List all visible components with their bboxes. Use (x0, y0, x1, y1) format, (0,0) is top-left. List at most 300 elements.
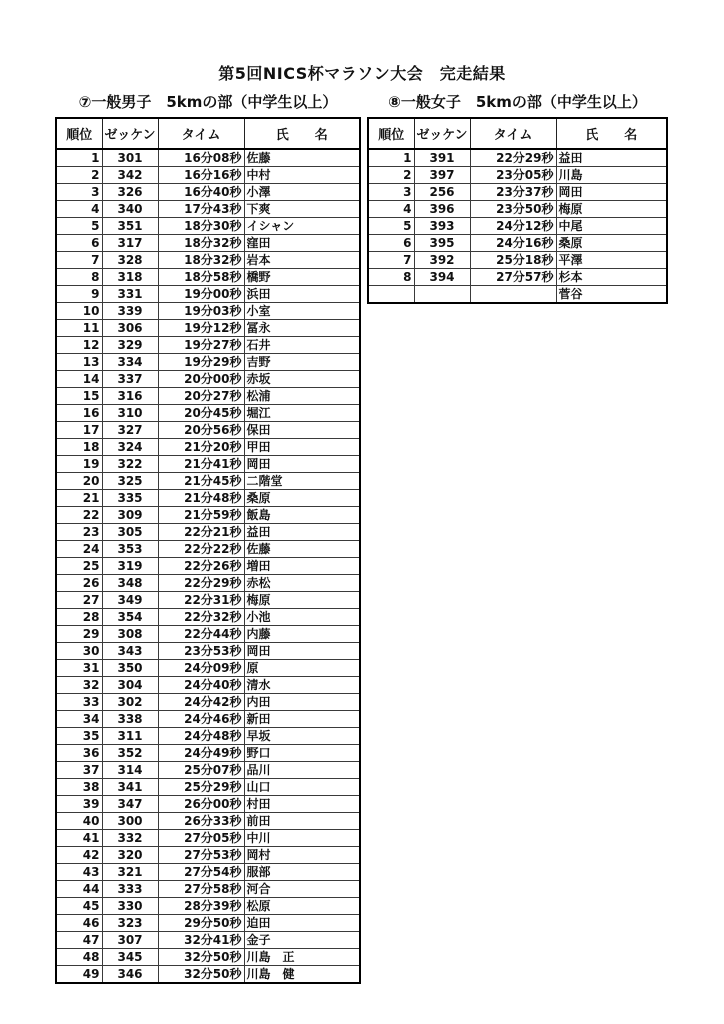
name-cell: 川島 (556, 167, 667, 184)
time-cell: 32分50秒 (158, 949, 244, 966)
rank-cell: 6 (368, 235, 414, 252)
bib-cell: 316 (102, 388, 158, 405)
result-row (56, 609, 360, 626)
bib-cell: 339 (102, 303, 158, 320)
time-cell: 24分49秒 (158, 745, 244, 762)
result-row (56, 847, 360, 864)
column-header-name: 氏 名 (244, 118, 360, 149)
time-cell: 22分31秒 (158, 592, 244, 609)
result-row (56, 762, 360, 779)
result-row (56, 303, 360, 320)
rank-cell: 38 (56, 779, 102, 796)
name-cell: 飯島 (244, 507, 360, 524)
time-cell: 26分33秒 (158, 813, 244, 830)
name-cell: 山口 (244, 779, 360, 796)
result-row (56, 439, 360, 456)
bib-cell: 326 (102, 184, 158, 201)
bib-cell: 318 (102, 269, 158, 286)
name-cell: 岡田 (556, 184, 667, 201)
name-cell: 品川 (244, 762, 360, 779)
rank-cell: 15 (56, 388, 102, 405)
bib-cell: 349 (102, 592, 158, 609)
time-cell: 22分21秒 (158, 524, 244, 541)
bib-cell: 319 (102, 558, 158, 575)
rank-cell: 1 (56, 149, 102, 167)
name-cell: 川島 健 (244, 966, 360, 984)
result-row (56, 558, 360, 575)
result-row (56, 167, 360, 184)
time-cell: 21分59秒 (158, 507, 244, 524)
time-cell: 17分43秒 (158, 201, 244, 218)
result-row (368, 269, 667, 286)
name-cell: 浜田 (244, 286, 360, 303)
name-cell: 平澤 (556, 252, 667, 269)
bib-cell: 314 (102, 762, 158, 779)
men-results-section (55, 91, 361, 984)
name-cell: 堀江 (244, 405, 360, 422)
rank-cell: 8 (56, 269, 102, 286)
name-cell: 河合 (244, 881, 360, 898)
rank-cell: 28 (56, 609, 102, 626)
time-cell: 32分41秒 (158, 932, 244, 949)
name-cell: 中川 (244, 830, 360, 847)
rank-cell: 4 (56, 201, 102, 218)
time-cell: 27分05秒 (158, 830, 244, 847)
time-cell: 20分00秒 (158, 371, 244, 388)
result-row (56, 388, 360, 405)
rank-cell: 46 (56, 915, 102, 932)
rank-cell: 27 (56, 592, 102, 609)
rank-cell: 18 (56, 439, 102, 456)
rank-cell: 36 (56, 745, 102, 762)
rank-cell: 37 (56, 762, 102, 779)
bib-cell: 302 (102, 694, 158, 711)
result-row (56, 949, 360, 966)
result-row (368, 149, 667, 167)
rank-cell: 39 (56, 796, 102, 813)
result-row (56, 728, 360, 745)
name-cell: 窪田 (244, 235, 360, 252)
bib-cell: 307 (102, 932, 158, 949)
time-cell: 25分07秒 (158, 762, 244, 779)
rank-cell: 40 (56, 813, 102, 830)
bib-cell: 342 (102, 167, 158, 184)
result-row (56, 864, 360, 881)
bib-cell: 346 (102, 966, 158, 984)
bib-cell: 348 (102, 575, 158, 592)
bib-cell: 338 (102, 711, 158, 728)
women-section-subtitle: ⑧一般女子 5kmの部（中学生以上） (388, 93, 647, 111)
bib-cell: 327 (102, 422, 158, 439)
bib-cell: 310 (102, 405, 158, 422)
name-cell: 清水 (244, 677, 360, 694)
name-cell: 金子 (244, 932, 360, 949)
time-cell: 21分20秒 (158, 439, 244, 456)
women-results-table (367, 117, 668, 304)
time-cell: 27分53秒 (158, 847, 244, 864)
men-table-body (56, 149, 360, 983)
column-header-bib: ゼッケン (414, 118, 470, 149)
time-cell: 16分08秒 (158, 149, 244, 167)
women-results-section (367, 91, 668, 304)
rank-cell: 34 (56, 711, 102, 728)
time-cell: 29分50秒 (158, 915, 244, 932)
rank-cell: 19 (56, 456, 102, 473)
result-row (56, 592, 360, 609)
time-cell: 18分32秒 (158, 252, 244, 269)
column-header-rank: 順位 (368, 118, 414, 149)
bib-cell: 340 (102, 201, 158, 218)
time-cell: 20分27秒 (158, 388, 244, 405)
bib-cell: 328 (102, 252, 158, 269)
bib-cell: 345 (102, 949, 158, 966)
bib-cell: 350 (102, 660, 158, 677)
name-cell: 岡村 (244, 847, 360, 864)
result-row (56, 626, 360, 643)
time-cell: 22分44秒 (158, 626, 244, 643)
rank-cell: 33 (56, 694, 102, 711)
bib-cell: 351 (102, 218, 158, 235)
bib-cell: 393 (414, 218, 470, 235)
result-row (56, 932, 360, 949)
rank-cell: 48 (56, 949, 102, 966)
time-cell: 26分00秒 (158, 796, 244, 813)
result-row (56, 779, 360, 796)
rank-cell: 2 (56, 167, 102, 184)
time-cell: 19分00秒 (158, 286, 244, 303)
rank-cell (368, 286, 414, 304)
name-cell: 杉本 (556, 269, 667, 286)
result-row (56, 711, 360, 728)
bib-cell: 397 (414, 167, 470, 184)
result-row (56, 524, 360, 541)
time-cell: 19分27秒 (158, 337, 244, 354)
rank-cell: 10 (56, 303, 102, 320)
bib-cell: 331 (102, 286, 158, 303)
name-cell: 岩本 (244, 252, 360, 269)
column-header-time: タイム (158, 118, 244, 149)
time-cell: 20分56秒 (158, 422, 244, 439)
rank-cell: 25 (56, 558, 102, 575)
time-cell: 28分39秒 (158, 898, 244, 915)
name-cell: 村田 (244, 796, 360, 813)
men-header-row (56, 118, 360, 149)
time-cell: 23分05秒 (470, 167, 556, 184)
time-cell: 18分58秒 (158, 269, 244, 286)
rank-cell: 31 (56, 660, 102, 677)
rank-cell: 24 (56, 541, 102, 558)
name-cell: 益田 (556, 149, 667, 167)
name-cell: 吉野 (244, 354, 360, 371)
bib-cell: 354 (102, 609, 158, 626)
time-cell: 16分16秒 (158, 167, 244, 184)
name-cell: 迫田 (244, 915, 360, 932)
bib-cell: 341 (102, 779, 158, 796)
result-row (56, 422, 360, 439)
result-row (56, 218, 360, 235)
result-row (56, 745, 360, 762)
rank-cell: 29 (56, 626, 102, 643)
time-cell: 24分12秒 (470, 218, 556, 235)
men-section-subtitle: ⑦一般男子 5kmの部（中学生以上） (78, 93, 338, 111)
name-cell: 松浦 (244, 388, 360, 405)
result-row (56, 507, 360, 524)
name-cell: 保田 (244, 422, 360, 439)
rank-cell: 32 (56, 677, 102, 694)
time-cell: 23分50秒 (470, 201, 556, 218)
bib-cell: 324 (102, 439, 158, 456)
rank-cell: 2 (368, 167, 414, 184)
result-row (56, 149, 360, 167)
bib-cell: 333 (102, 881, 158, 898)
bib-cell: 391 (414, 149, 470, 167)
rank-cell: 21 (56, 490, 102, 507)
result-row (56, 898, 360, 915)
rank-cell: 22 (56, 507, 102, 524)
time-cell: 27分57秒 (470, 269, 556, 286)
document-title: 第5回NICS杯マラソン大会 完走結果 (218, 64, 506, 83)
bib-cell: 301 (102, 149, 158, 167)
time-cell: 22分26秒 (158, 558, 244, 575)
time-cell: 24分09秒 (158, 660, 244, 677)
name-cell: 前田 (244, 813, 360, 830)
time-cell: 24分48秒 (158, 728, 244, 745)
bib-cell: 394 (414, 269, 470, 286)
name-cell: 梅原 (556, 201, 667, 218)
column-header-time: タイム (470, 118, 556, 149)
women-header-row (368, 118, 667, 149)
name-cell: 小池 (244, 609, 360, 626)
time-cell: 19分29秒 (158, 354, 244, 371)
bib-cell: 343 (102, 643, 158, 660)
result-row (368, 286, 667, 304)
result-row (56, 881, 360, 898)
result-row (56, 694, 360, 711)
name-cell: 石井 (244, 337, 360, 354)
time-cell: 23分53秒 (158, 643, 244, 660)
column-header-name: 氏 名 (556, 118, 667, 149)
time-cell: 24分42秒 (158, 694, 244, 711)
bib-cell: 304 (102, 677, 158, 694)
result-row (368, 235, 667, 252)
time-cell: 16分40秒 (158, 184, 244, 201)
result-row (56, 252, 360, 269)
result-row (56, 371, 360, 388)
rank-cell: 9 (56, 286, 102, 303)
bib-cell: 305 (102, 524, 158, 541)
result-row (56, 541, 360, 558)
result-row (56, 337, 360, 354)
result-row (56, 915, 360, 932)
bib-cell: 395 (414, 235, 470, 252)
women-table-body (368, 149, 667, 303)
bib-cell: 317 (102, 235, 158, 252)
result-row (56, 813, 360, 830)
bib-cell: 335 (102, 490, 158, 507)
time-cell: 22分22秒 (158, 541, 244, 558)
bib-cell: 352 (102, 745, 158, 762)
result-row (56, 575, 360, 592)
name-cell: 内田 (244, 694, 360, 711)
result-row (56, 269, 360, 286)
time-cell (470, 286, 556, 304)
name-cell: 佐藤 (244, 149, 360, 167)
bib-cell: 396 (414, 201, 470, 218)
time-cell: 21分41秒 (158, 456, 244, 473)
bib-cell: 323 (102, 915, 158, 932)
bib-cell: 256 (414, 184, 470, 201)
rank-cell: 45 (56, 898, 102, 915)
bib-cell: 332 (102, 830, 158, 847)
name-cell: 橋野 (244, 269, 360, 286)
column-header-rank: 順位 (56, 118, 102, 149)
name-cell: 佐藤 (244, 541, 360, 558)
name-cell: 桑原 (244, 490, 360, 507)
result-row (56, 490, 360, 507)
time-cell: 23分37秒 (470, 184, 556, 201)
time-cell: 24分16秒 (470, 235, 556, 252)
name-cell: 服部 (244, 864, 360, 881)
rank-cell: 30 (56, 643, 102, 660)
time-cell: 24分46秒 (158, 711, 244, 728)
time-cell: 19分12秒 (158, 320, 244, 337)
name-cell: 梅原 (244, 592, 360, 609)
result-row (56, 405, 360, 422)
rank-cell: 7 (368, 252, 414, 269)
rank-cell: 44 (56, 881, 102, 898)
name-cell: 野口 (244, 745, 360, 762)
name-cell: 菅谷 (556, 286, 667, 304)
column-header-bib: ゼッケン (102, 118, 158, 149)
rank-cell: 1 (368, 149, 414, 167)
name-cell: 桑原 (556, 235, 667, 252)
bib-cell: 321 (102, 864, 158, 881)
name-cell: 中村 (244, 167, 360, 184)
bib-cell: 337 (102, 371, 158, 388)
name-cell: 冨永 (244, 320, 360, 337)
bib-cell: 347 (102, 796, 158, 813)
rank-cell: 4 (368, 201, 414, 218)
name-cell: 川島 正 (244, 949, 360, 966)
result-row (56, 796, 360, 813)
result-row (368, 167, 667, 184)
time-cell: 24分40秒 (158, 677, 244, 694)
bib-cell: 320 (102, 847, 158, 864)
rank-cell: 13 (56, 354, 102, 371)
name-cell: 増田 (244, 558, 360, 575)
rank-cell: 5 (368, 218, 414, 235)
men-results-table (55, 117, 361, 984)
time-cell: 22分32秒 (158, 609, 244, 626)
rank-cell: 47 (56, 932, 102, 949)
time-cell: 19分03秒 (158, 303, 244, 320)
bib-cell: 309 (102, 507, 158, 524)
result-row (56, 473, 360, 490)
result-row (56, 354, 360, 371)
bib-cell: 330 (102, 898, 158, 915)
name-cell: 新田 (244, 711, 360, 728)
name-cell: 松原 (244, 898, 360, 915)
time-cell: 25分18秒 (470, 252, 556, 269)
result-row (56, 320, 360, 337)
bib-cell: 353 (102, 541, 158, 558)
time-cell: 21分45秒 (158, 473, 244, 490)
rank-cell: 7 (56, 252, 102, 269)
rank-cell: 43 (56, 864, 102, 881)
time-cell: 25分29秒 (158, 779, 244, 796)
result-row (368, 218, 667, 235)
result-row (56, 677, 360, 694)
time-cell: 22分29秒 (470, 149, 556, 167)
rank-cell: 6 (56, 235, 102, 252)
time-cell: 22分29秒 (158, 575, 244, 592)
bib-cell: 322 (102, 456, 158, 473)
result-row (56, 830, 360, 847)
bib-cell: 392 (414, 252, 470, 269)
name-cell: 小澤 (244, 184, 360, 201)
rank-cell: 12 (56, 337, 102, 354)
bib-cell: 308 (102, 626, 158, 643)
result-row (56, 286, 360, 303)
result-row (56, 660, 360, 677)
result-row (368, 201, 667, 218)
name-cell: 甲田 (244, 439, 360, 456)
name-cell: 早坂 (244, 728, 360, 745)
rank-cell: 26 (56, 575, 102, 592)
name-cell: 小室 (244, 303, 360, 320)
result-row (56, 201, 360, 218)
bib-cell: 329 (102, 337, 158, 354)
name-cell: 二階堂 (244, 473, 360, 490)
rank-cell: 11 (56, 320, 102, 337)
rank-cell: 14 (56, 371, 102, 388)
result-row (368, 184, 667, 201)
name-cell: 内藤 (244, 626, 360, 643)
bib-cell: 300 (102, 813, 158, 830)
rank-cell: 3 (56, 184, 102, 201)
bib-cell: 334 (102, 354, 158, 371)
name-cell: 赤坂 (244, 371, 360, 388)
result-row (56, 184, 360, 201)
rank-cell: 23 (56, 524, 102, 541)
time-cell: 18分32秒 (158, 235, 244, 252)
name-cell: 下爽 (244, 201, 360, 218)
bib-cell (414, 286, 470, 304)
rank-cell: 3 (368, 184, 414, 201)
result-row (56, 966, 360, 984)
rank-cell: 16 (56, 405, 102, 422)
rank-cell: 49 (56, 966, 102, 984)
rank-cell: 35 (56, 728, 102, 745)
time-cell: 32分50秒 (158, 966, 244, 984)
rank-cell: 42 (56, 847, 102, 864)
bib-cell: 306 (102, 320, 158, 337)
name-cell: 原 (244, 660, 360, 677)
time-cell: 27分58秒 (158, 881, 244, 898)
bib-cell: 325 (102, 473, 158, 490)
time-cell: 18分30秒 (158, 218, 244, 235)
rank-cell: 41 (56, 830, 102, 847)
bib-cell: 311 (102, 728, 158, 745)
name-cell: 中尾 (556, 218, 667, 235)
rank-cell: 17 (56, 422, 102, 439)
time-cell: 21分48秒 (158, 490, 244, 507)
result-row (56, 643, 360, 660)
result-row (56, 456, 360, 473)
rank-cell: 8 (368, 269, 414, 286)
name-cell: 岡田 (244, 643, 360, 660)
name-cell: 益田 (244, 524, 360, 541)
